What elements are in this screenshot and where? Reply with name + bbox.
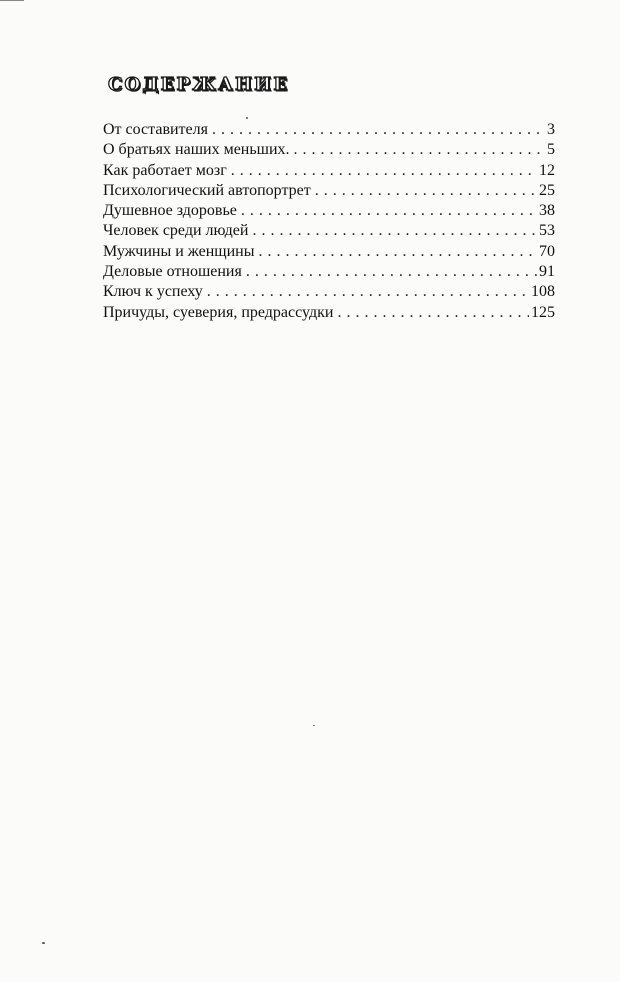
toc-entry bbox=[103, 242, 555, 262]
toc-dot-leader bbox=[337, 303, 529, 323]
toc-entry-page: 3 bbox=[547, 121, 555, 138]
scan-speck bbox=[42, 942, 45, 944]
toc-entry bbox=[103, 262, 555, 282]
toc-dot-leader bbox=[294, 140, 545, 160]
toc-entry-title: Деловые отношения bbox=[103, 263, 242, 281]
toc-entry-title: Человек среди людей bbox=[103, 222, 249, 240]
toc-entry bbox=[103, 201, 555, 221]
toc-entry-page: 53 bbox=[539, 222, 555, 240]
toc-entry-page: 125 bbox=[531, 303, 555, 321]
toc-dot-leader bbox=[315, 181, 537, 201]
toc-entry-page: 5 bbox=[547, 141, 555, 159]
toc-entry-title: Причуды, суеверия, предрассудки bbox=[103, 303, 334, 321]
toc-dot-leader bbox=[246, 262, 537, 282]
page-title: СОДЕРЖАНИЕ bbox=[108, 74, 290, 95]
scan-speck bbox=[313, 725, 315, 726]
toc-entry-title: От составителя bbox=[103, 121, 208, 138]
toc-entry bbox=[103, 181, 555, 201]
toc-dot-leader bbox=[207, 282, 529, 302]
toc-entry-title: Как работает мозг bbox=[103, 161, 227, 179]
toc-dot-leader bbox=[212, 120, 545, 140]
toc-entry-title: Психологический автопортрет bbox=[103, 181, 311, 199]
toc-entry-page: 38 bbox=[539, 202, 555, 220]
toc-dot-leader bbox=[258, 242, 537, 262]
toc-entry-title: О братьях наших меньших. bbox=[103, 141, 290, 159]
toc-dot-leader bbox=[231, 161, 537, 181]
toc-entry-title: Мужчины и женщины bbox=[103, 242, 255, 260]
toc-entry bbox=[103, 140, 555, 160]
toc-entry bbox=[103, 303, 555, 323]
toc-entry-page: 91 bbox=[539, 263, 555, 281]
table-of-contents bbox=[103, 120, 555, 323]
toc-entry bbox=[103, 161, 555, 181]
toc-entry-page: 12 bbox=[539, 161, 555, 179]
toc-entry-title: Душевное здоровье bbox=[103, 202, 237, 220]
toc-entry-page: 25 bbox=[539, 181, 555, 199]
scan-edge-mark bbox=[0, 0, 24, 1]
toc-entry bbox=[103, 221, 555, 241]
toc-entry bbox=[103, 282, 555, 302]
toc-entry bbox=[103, 120, 555, 140]
toc-dot-leader bbox=[252, 221, 537, 241]
toc-entry-title: Ключ к успеху bbox=[103, 283, 203, 301]
toc-entry-page: 70 bbox=[539, 242, 555, 260]
scan-speck bbox=[246, 117, 248, 119]
toc-dot-leader bbox=[241, 201, 537, 221]
toc-entry-page: 108 bbox=[531, 283, 555, 301]
